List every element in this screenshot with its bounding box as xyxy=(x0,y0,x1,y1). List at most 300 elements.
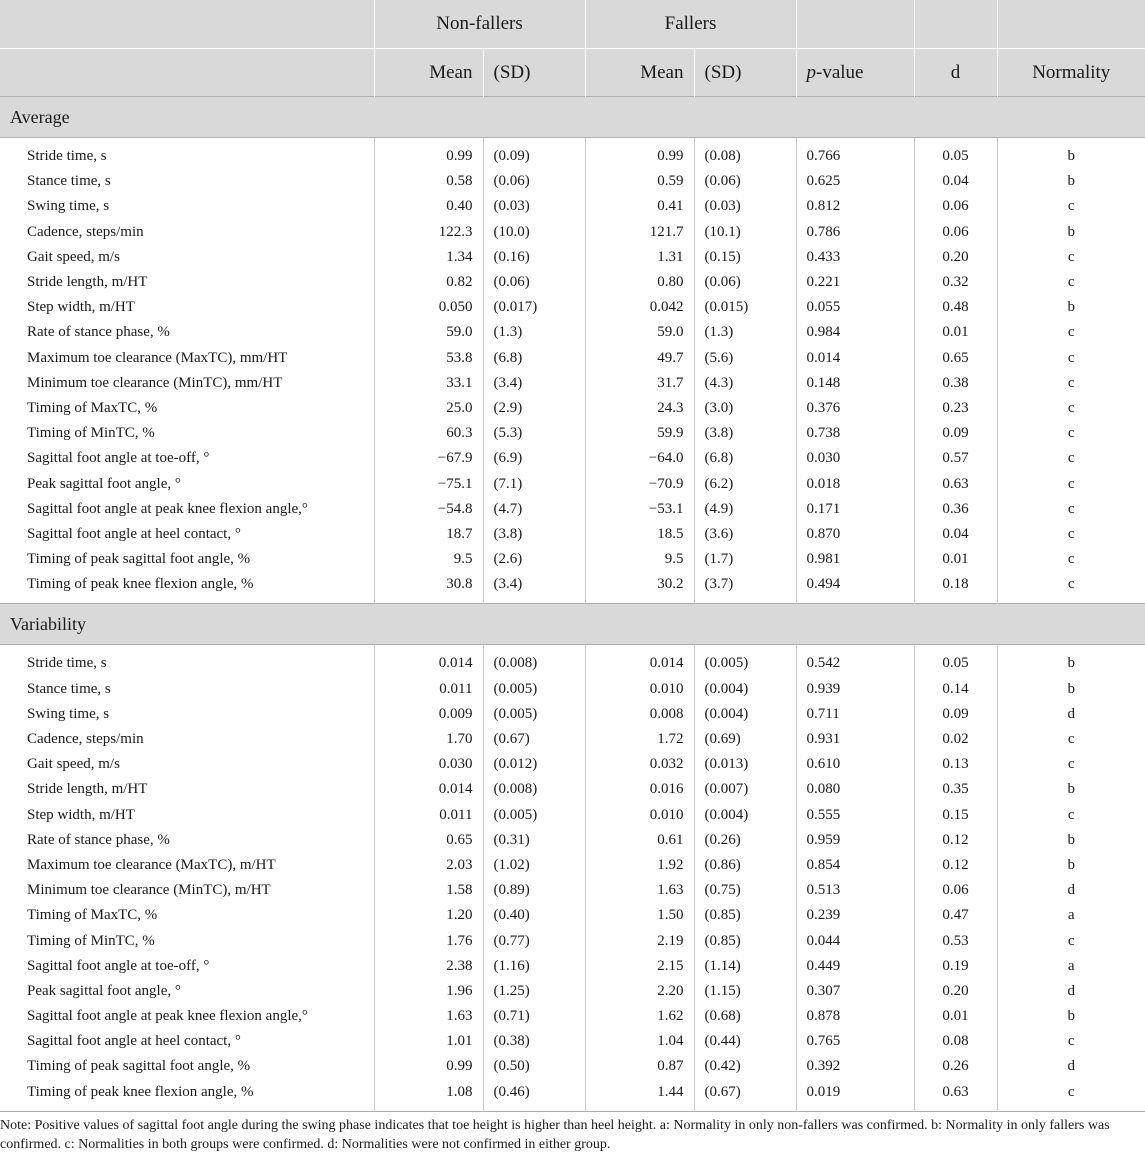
row-label: Swing time, s xyxy=(0,194,374,219)
row-label: Sagittal foot angle at heel contact, ° xyxy=(0,522,374,547)
normality: c xyxy=(1067,274,1075,291)
fallers-mean: 1.63 xyxy=(585,878,694,903)
nonfallers-mean: −67.9 xyxy=(374,446,483,471)
table-row xyxy=(0,396,1145,421)
p-value: 0.766 xyxy=(796,144,914,169)
table-row xyxy=(0,651,1145,676)
table-row xyxy=(0,928,1145,953)
p-value: 0.019 xyxy=(796,1080,914,1105)
effect-size: 0.02 xyxy=(914,727,997,752)
nonfallers-mean: 1.70 xyxy=(374,727,483,752)
fallers-mean: 0.042 xyxy=(585,295,694,320)
table-row xyxy=(0,727,1145,752)
nonfallers-mean: 0.050 xyxy=(374,295,483,320)
p-value: 0.014 xyxy=(796,346,914,371)
table-body xyxy=(0,97,1145,1111)
nonfallers-sd: (6.9) xyxy=(483,446,585,471)
fallers-mean: 9.5 xyxy=(585,547,694,572)
normality: d xyxy=(1067,882,1075,899)
p-value: 0.513 xyxy=(796,878,914,903)
table-row xyxy=(0,752,1145,777)
p-value: 0.610 xyxy=(796,752,914,777)
fallers-mean: −64.0 xyxy=(585,446,694,471)
effect-size: 0.47 xyxy=(914,903,997,928)
table-row xyxy=(0,878,1145,903)
normality: b xyxy=(1067,856,1075,873)
table-row xyxy=(0,1054,1145,1079)
effect-size: 0.36 xyxy=(914,497,997,522)
p-value: 0.171 xyxy=(796,497,914,522)
table-row xyxy=(0,446,1145,471)
row-label: Stance time, s xyxy=(0,677,374,702)
nonfallers-sd: (1.16) xyxy=(483,954,585,979)
effect-size: 0.35 xyxy=(914,777,997,802)
effect-size: 0.20 xyxy=(914,979,997,1004)
nonfallers-sd: (1.3) xyxy=(483,320,585,345)
p-value: 0.738 xyxy=(796,421,914,446)
table-row xyxy=(0,677,1145,702)
p-value: 0.392 xyxy=(796,1054,914,1079)
nonfallers-mean: 1.20 xyxy=(374,903,483,928)
nonfallers-sd: (0.008) xyxy=(483,651,585,676)
p-value: 0.812 xyxy=(796,194,914,219)
fallers-mean: 0.41 xyxy=(585,194,694,219)
nonfallers-sd: (0.50) xyxy=(483,1054,585,1079)
fallers-sd: (0.26) xyxy=(694,828,796,853)
nonfallers-mean: 30.8 xyxy=(374,572,483,597)
nonfallers-mean: 0.014 xyxy=(374,777,483,802)
row-label: Cadence, steps/min xyxy=(0,727,374,752)
row-label: Timing of peak sagittal foot angle, % xyxy=(0,1054,374,1079)
nonfallers-mean: 33.1 xyxy=(374,371,483,396)
effect-size: 0.26 xyxy=(914,1054,997,1079)
nonfallers-sd: (0.06) xyxy=(483,270,585,295)
p-value: 0.984 xyxy=(796,320,914,345)
fallers-mean: 1.72 xyxy=(585,727,694,752)
normality: a xyxy=(1067,907,1075,924)
normality: b xyxy=(1067,680,1075,697)
fallers-sd: (1.15) xyxy=(694,979,796,1004)
fallers-mean: 2.19 xyxy=(585,928,694,953)
fallers-sd: (1.7) xyxy=(694,547,796,572)
p-value: 0.786 xyxy=(796,220,914,245)
normality: d xyxy=(1067,705,1075,722)
effect-size: 0.19 xyxy=(914,954,997,979)
p-value: 0.981 xyxy=(796,547,914,572)
nonfallers-sd: (3.4) xyxy=(483,572,585,597)
fallers-mean: 0.99 xyxy=(585,144,694,169)
nonfallers-mean: 1.76 xyxy=(374,928,483,953)
nonfallers-sd: (3.8) xyxy=(483,522,585,547)
fallers-sd: (1.14) xyxy=(694,954,796,979)
effect-size: 0.06 xyxy=(914,194,997,219)
fallers-mean: 1.50 xyxy=(585,903,694,928)
nonfallers-sd: (1.25) xyxy=(483,979,585,1004)
nonfallers-sd: (0.012) xyxy=(483,752,585,777)
normality: c xyxy=(1067,500,1075,517)
table-row xyxy=(0,371,1145,396)
nonfallers-mean: 2.03 xyxy=(374,853,483,878)
section-title: Variability xyxy=(0,604,1145,645)
nonfallers-sd: (0.38) xyxy=(483,1029,585,1054)
fallers-sd: (0.85) xyxy=(694,903,796,928)
fallers-sd: (3.6) xyxy=(694,522,796,547)
normality: b xyxy=(1067,831,1075,848)
normality: b xyxy=(1067,781,1075,798)
section-header-row xyxy=(0,604,1145,645)
nonfallers-mean: 0.99 xyxy=(374,144,483,169)
nonfallers-mean: 0.82 xyxy=(374,270,483,295)
fallers-sd: (0.007) xyxy=(694,777,796,802)
nonfallers-sd: (7.1) xyxy=(483,471,585,496)
normality: b xyxy=(1067,655,1075,672)
fallers-mean: 0.59 xyxy=(585,169,694,194)
fallers-mean: −53.1 xyxy=(585,497,694,522)
fallers-mean: 0.014 xyxy=(585,651,694,676)
effect-size: 0.13 xyxy=(914,752,997,777)
header-p-value xyxy=(796,49,914,97)
row-label: Timing of MinTC, % xyxy=(0,928,374,953)
nonfallers-sd: (0.16) xyxy=(483,245,585,270)
normality: c xyxy=(1067,576,1075,593)
p-value: 0.239 xyxy=(796,903,914,928)
header-empty-cell xyxy=(796,0,914,49)
normality: c xyxy=(1067,525,1075,542)
p-value: 0.625 xyxy=(796,169,914,194)
nonfallers-sd: (0.71) xyxy=(483,1004,585,1029)
p-value: 0.494 xyxy=(796,572,914,597)
row-label: Stride time, s xyxy=(0,144,374,169)
table-row xyxy=(0,1004,1145,1029)
header-empty-cell xyxy=(0,0,374,49)
fallers-sd: (0.15) xyxy=(694,245,796,270)
normality: b xyxy=(1067,299,1075,316)
row-label: Sagittal foot angle at peak knee flexion angle,° xyxy=(0,497,374,522)
effect-size: 0.63 xyxy=(914,471,997,496)
table-row xyxy=(0,853,1145,878)
fallers-sd: (0.004) xyxy=(694,803,796,828)
fallers-sd: (0.85) xyxy=(694,928,796,953)
normality: c xyxy=(1067,932,1075,949)
fallers-sd: (0.68) xyxy=(694,1004,796,1029)
table-row xyxy=(0,194,1145,219)
fallers-sd: (0.75) xyxy=(694,878,796,903)
fallers-sd: (6.2) xyxy=(694,471,796,496)
nonfallers-sd: (4.7) xyxy=(483,497,585,522)
header-nonfallers-sd: (SD) xyxy=(483,49,585,97)
row-label: Timing of MinTC, % xyxy=(0,421,374,446)
p-value: 0.449 xyxy=(796,954,914,979)
effect-size: 0.08 xyxy=(914,1029,997,1054)
p-value: 0.542 xyxy=(796,651,914,676)
table-row xyxy=(0,270,1145,295)
fallers-mean: 2.20 xyxy=(585,979,694,1004)
table-row xyxy=(0,295,1145,320)
table-row xyxy=(0,346,1145,371)
header-group-nonfallers: Non-fallers xyxy=(374,0,585,49)
effect-size: 0.06 xyxy=(914,878,997,903)
effect-size: 0.12 xyxy=(914,828,997,853)
normality: c xyxy=(1067,198,1075,215)
normality: a xyxy=(1067,957,1075,974)
table-row xyxy=(0,220,1145,245)
effect-size: 0.01 xyxy=(914,547,997,572)
fallers-mean: 31.7 xyxy=(585,371,694,396)
fallers-sd: (5.6) xyxy=(694,346,796,371)
effect-size: 0.57 xyxy=(914,446,997,471)
effect-size: 0.12 xyxy=(914,853,997,878)
fallers-mean: 1.31 xyxy=(585,245,694,270)
nonfallers-mean: 25.0 xyxy=(374,396,483,421)
table-row xyxy=(0,320,1145,345)
row-label: Stance time, s xyxy=(0,169,374,194)
p-value: 0.433 xyxy=(796,245,914,270)
fallers-sd: (3.8) xyxy=(694,421,796,446)
nonfallers-sd: (0.46) xyxy=(483,1080,585,1105)
row-label: Timing of peak sagittal foot angle, % xyxy=(0,547,374,572)
effect-size: 0.32 xyxy=(914,270,997,295)
table-row xyxy=(0,547,1145,572)
nonfallers-mean: 53.8 xyxy=(374,346,483,371)
fallers-mean: 1.62 xyxy=(585,1004,694,1029)
table-row xyxy=(0,1029,1145,1054)
effect-size: 0.06 xyxy=(914,220,997,245)
header-effect-size: d xyxy=(914,49,997,97)
row-label: Minimum toe clearance (MinTC), mm/HT xyxy=(0,371,374,396)
effect-size: 0.20 xyxy=(914,245,997,270)
normality: c xyxy=(1067,806,1075,823)
fallers-sd: (0.06) xyxy=(694,169,796,194)
nonfallers-sd: (0.005) xyxy=(483,677,585,702)
row-label: Timing of MaxTC, % xyxy=(0,396,374,421)
nonfallers-sd: (2.6) xyxy=(483,547,585,572)
effect-size: 0.01 xyxy=(914,1004,997,1029)
effect-size: 0.63 xyxy=(914,1080,997,1105)
fallers-sd: (6.8) xyxy=(694,446,796,471)
header-empty-cell xyxy=(997,0,1145,49)
nonfallers-mean: 1.96 xyxy=(374,979,483,1004)
row-label: Timing of peak knee flexion angle, % xyxy=(0,572,374,597)
row-label: Sagittal foot angle at toe-off, ° xyxy=(0,446,374,471)
header-fallers-mean: Mean xyxy=(585,49,694,97)
nonfallers-sd: (0.31) xyxy=(483,828,585,853)
nonfallers-sd: (10.0) xyxy=(483,220,585,245)
row-label: Maximum toe clearance (MaxTC), mm/HT xyxy=(0,346,374,371)
p-value: 0.765 xyxy=(796,1029,914,1054)
section-title: Average xyxy=(0,97,1145,138)
effect-size: 0.09 xyxy=(914,702,997,727)
table-row xyxy=(0,1080,1145,1105)
fallers-sd: (0.004) xyxy=(694,702,796,727)
nonfallers-mean: 0.58 xyxy=(374,169,483,194)
effect-size: 0.01 xyxy=(914,320,997,345)
header-p-suffix: -value xyxy=(816,61,864,83)
row-label: Peak sagittal foot angle, ° xyxy=(0,471,374,496)
p-value: 0.555 xyxy=(796,803,914,828)
nonfallers-mean: 0.99 xyxy=(374,1054,483,1079)
fallers-sd: (0.08) xyxy=(694,144,796,169)
row-label: Minimum toe clearance (MinTC), m/HT xyxy=(0,878,374,903)
nonfallers-sd: (2.9) xyxy=(483,396,585,421)
nonfallers-mean: 1.34 xyxy=(374,245,483,270)
effect-size: 0.18 xyxy=(914,572,997,597)
p-value: 0.055 xyxy=(796,295,914,320)
effect-size: 0.23 xyxy=(914,396,997,421)
fallers-sd: (0.03) xyxy=(694,194,796,219)
nonfallers-mean: 0.65 xyxy=(374,828,483,853)
fallers-mean: 24.3 xyxy=(585,396,694,421)
fallers-mean: 0.010 xyxy=(585,803,694,828)
p-value: 0.080 xyxy=(796,777,914,802)
nonfallers-mean: 1.58 xyxy=(374,878,483,903)
effect-size: 0.09 xyxy=(914,421,997,446)
fallers-mean: 0.008 xyxy=(585,702,694,727)
row-label: Maximum toe clearance (MaxTC), m/HT xyxy=(0,853,374,878)
fallers-mean: 0.032 xyxy=(585,752,694,777)
fallers-sd: (0.013) xyxy=(694,752,796,777)
nonfallers-mean: 0.009 xyxy=(374,702,483,727)
section-header-row xyxy=(0,97,1145,138)
normality: b xyxy=(1067,148,1075,165)
row-label: Swing time, s xyxy=(0,702,374,727)
effect-size: 0.14 xyxy=(914,677,997,702)
nonfallers-mean: 0.011 xyxy=(374,803,483,828)
nonfallers-sd: (0.09) xyxy=(483,144,585,169)
p-value: 0.959 xyxy=(796,828,914,853)
normality: b xyxy=(1067,173,1075,190)
p-value: 0.044 xyxy=(796,928,914,953)
p-value: 0.307 xyxy=(796,979,914,1004)
row-label: Rate of stance phase, % xyxy=(0,320,374,345)
table-row xyxy=(0,777,1145,802)
fallers-mean: 18.5 xyxy=(585,522,694,547)
fallers-mean: 2.15 xyxy=(585,954,694,979)
normality: c xyxy=(1067,349,1075,366)
table-row xyxy=(0,572,1145,597)
nonfallers-sd: (0.008) xyxy=(483,777,585,802)
effect-size: 0.04 xyxy=(914,522,997,547)
header-empty-cell xyxy=(0,49,374,97)
row-label: Sagittal foot angle at peak knee flexion angle,° xyxy=(0,1004,374,1029)
fallers-sd: (0.005) xyxy=(694,651,796,676)
p-value: 0.221 xyxy=(796,270,914,295)
normality: c xyxy=(1067,551,1075,568)
fallers-sd: (1.3) xyxy=(694,320,796,345)
p-value: 0.870 xyxy=(796,522,914,547)
row-label: Peak sagittal foot angle, ° xyxy=(0,979,374,1004)
table-row xyxy=(0,144,1145,169)
p-value: 0.030 xyxy=(796,446,914,471)
p-value: 0.854 xyxy=(796,853,914,878)
fallers-sd: (10.1) xyxy=(694,220,796,245)
table-header xyxy=(0,0,1145,97)
fallers-mean: 59.9 xyxy=(585,421,694,446)
fallers-sd: (4.3) xyxy=(694,371,796,396)
effect-size: 0.38 xyxy=(914,371,997,396)
fallers-sd: (0.44) xyxy=(694,1029,796,1054)
nonfallers-mean: −75.1 xyxy=(374,471,483,496)
header-empty-cell xyxy=(914,0,997,49)
p-value: 0.878 xyxy=(796,1004,914,1029)
table-row xyxy=(0,169,1145,194)
normality: c xyxy=(1067,1083,1075,1100)
normality: c xyxy=(1067,248,1075,265)
normality: b xyxy=(1067,1008,1075,1025)
row-label: Stride length, m/HT xyxy=(0,777,374,802)
header-nonfallers-mean: Mean xyxy=(374,49,483,97)
normality: c xyxy=(1067,374,1075,391)
header-normality: Normality xyxy=(997,49,1145,97)
effect-size: 0.48 xyxy=(914,295,997,320)
nonfallers-sd: (0.67) xyxy=(483,727,585,752)
table-row xyxy=(0,421,1145,446)
nonfallers-sd: (0.005) xyxy=(483,702,585,727)
header-group-fallers: Fallers xyxy=(585,0,796,49)
effect-size: 0.15 xyxy=(914,803,997,828)
normality: b xyxy=(1067,223,1075,240)
fallers-sd: (3.7) xyxy=(694,572,796,597)
nonfallers-mean: 122.3 xyxy=(374,220,483,245)
fallers-mean: 0.61 xyxy=(585,828,694,853)
nonfallers-sd: (3.4) xyxy=(483,371,585,396)
p-value: 0.711 xyxy=(796,702,914,727)
fallers-mean: 1.92 xyxy=(585,853,694,878)
fallers-sd: (0.69) xyxy=(694,727,796,752)
table-row xyxy=(0,828,1145,853)
table-row xyxy=(0,903,1145,928)
row-label: Timing of peak knee flexion angle, % xyxy=(0,1080,374,1105)
normality: c xyxy=(1067,450,1075,467)
fallers-sd: (0.42) xyxy=(694,1054,796,1079)
nonfallers-mean: 0.030 xyxy=(374,752,483,777)
fallers-sd: (4.9) xyxy=(694,497,796,522)
nonfallers-sd: (0.89) xyxy=(483,878,585,903)
fallers-sd: (0.06) xyxy=(694,270,796,295)
nonfallers-sd: (0.017) xyxy=(483,295,585,320)
nonfallers-mean: 1.08 xyxy=(374,1080,483,1105)
row-label: Step width, m/HT xyxy=(0,295,374,320)
p-value: 0.939 xyxy=(796,677,914,702)
table-row xyxy=(0,702,1145,727)
row-label: Gait speed, m/s xyxy=(0,245,374,270)
effect-size: 0.65 xyxy=(914,346,997,371)
nonfallers-sd: (0.06) xyxy=(483,169,585,194)
nonfallers-mean: −54.8 xyxy=(374,497,483,522)
normality: d xyxy=(1067,982,1075,999)
normality: c xyxy=(1067,399,1075,416)
nonfallers-sd: (1.02) xyxy=(483,853,585,878)
table-row xyxy=(0,803,1145,828)
row-label: Sagittal foot angle at toe-off, ° xyxy=(0,954,374,979)
nonfallers-sd: (5.3) xyxy=(483,421,585,446)
p-value: 0.018 xyxy=(796,471,914,496)
row-label: Timing of MaxTC, % xyxy=(0,903,374,928)
normality: c xyxy=(1067,756,1075,773)
normality: c xyxy=(1067,324,1075,341)
fallers-mean: 30.2 xyxy=(585,572,694,597)
row-label: Gait speed, m/s xyxy=(0,752,374,777)
fallers-mean: 0.87 xyxy=(585,1054,694,1079)
fallers-sd: (0.67) xyxy=(694,1080,796,1105)
table-row xyxy=(0,245,1145,270)
table-footnote: Note: Positive values of sagittal foot angle during the swing phase indicates that toe height is higher than heel height. a: Normality in only non-fallers was confirmed. b: Normality in only fallers was confirmed. c: Normalities in both groups were confirmed. d: Normalities were not confirmed in either group. xyxy=(0,1111,1145,1154)
table-row xyxy=(0,522,1145,547)
header-p-italic: p xyxy=(806,61,816,83)
nonfallers-mean: 18.7 xyxy=(374,522,483,547)
nonfallers-sd: (0.005) xyxy=(483,803,585,828)
nonfallers-sd: (0.03) xyxy=(483,194,585,219)
p-value: 0.148 xyxy=(796,371,914,396)
